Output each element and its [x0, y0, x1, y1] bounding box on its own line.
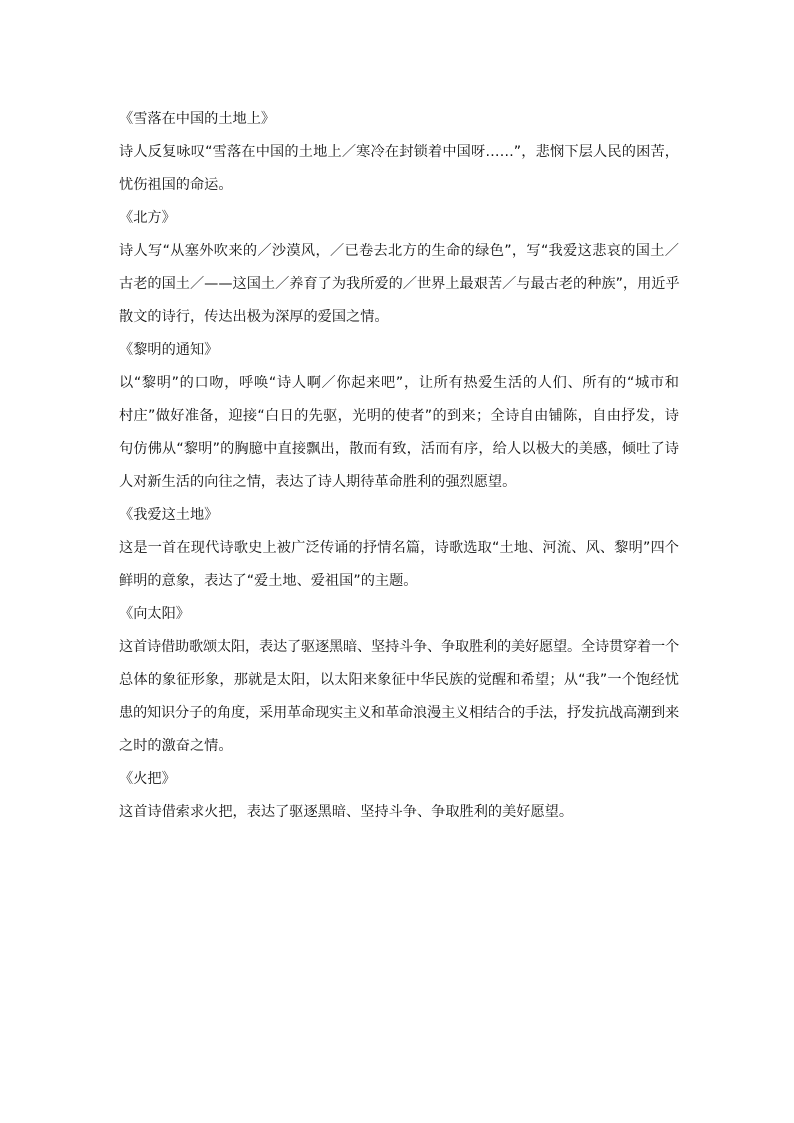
- section-title: 《火把》: [119, 771, 176, 787]
- paragraph-line: 句仿佛从“黎明”的胸臆中直接飘出，散而有致，活而有序，给人以极大的美感，倾吐了诗: [119, 441, 679, 457]
- paragraph-line: 之时的激奋之情。: [119, 738, 233, 754]
- section-title: 《北方》: [119, 210, 176, 226]
- paragraph-line: 患的知识分子的角度，采用革命现实主义和革命浪漫主义相结合的手法，抒发抗战高潮到来: [119, 705, 679, 721]
- paragraph-line: 散文的诗行，传达出极为深厚的爱国之情。: [119, 309, 389, 325]
- paragraph-line: 诗人反复咏叹“雪落在中国的土地上／寒冷在封锁着中国呀……”，悲悯下层人民的困苦，: [119, 144, 679, 160]
- section-title: 《黎明的通知》: [119, 342, 219, 358]
- paragraph-line: 这是一首在现代诗歌史上被广泛传诵的抒情名篇，诗歌选取“土地、河流、风、黎明”四个: [119, 540, 679, 556]
- section-title: 《我爱这土地》: [119, 507, 219, 523]
- section-title: 《向太阳》: [119, 606, 190, 622]
- paragraph-line: 村庄”做好准备，迎接“白日的先驱，光明的使者”的到来；全诗自由铺陈，自由抒发，诗: [119, 408, 679, 424]
- paragraph-line: 忧伤祖国的命运。: [119, 177, 233, 193]
- paragraph-line: 人对新生活的向往之情，表达了诗人期待革命胜利的强烈愿望。: [119, 474, 517, 490]
- paragraph-line: 诗人写“从塞外吹来的／沙漠风，／已卷去北方的生命的绿色”，写“我爱这悲哀的国土／: [119, 243, 679, 259]
- paragraph-line: 鲜明的意象，表达了“爱土地、爱祖国”的主题。: [119, 573, 418, 589]
- section-title: 《雪落在中国的土地上》: [119, 111, 276, 127]
- paragraph-line: 以“黎明”的口吻，呼唤“诗人啊／你起来吧”，让所有热爱生活的人们、所有的“城市和: [119, 375, 679, 391]
- paragraph-line: 古老的国土／——这国土／养育了为我所爱的／世界上最艰苦／与最古老的种族”，用近乎: [119, 276, 680, 292]
- paragraph-line: 这首诗借索求火把，表达了驱逐黑暗、坚持斗争、争取胜利的美好愿望。: [119, 804, 574, 820]
- document-page: [119, 103, 679, 829]
- paragraph-line: 总体的象征形象，那就是太阳，以太阳来象征中华民族的觉醒和希望；从“我”一个饱经忧: [119, 672, 679, 688]
- paragraph-line: 这首诗借助歌颂太阳，表达了驱逐黑暗、坚持斗争、争取胜利的美好愿望。全诗贯穿着一个: [119, 639, 679, 655]
